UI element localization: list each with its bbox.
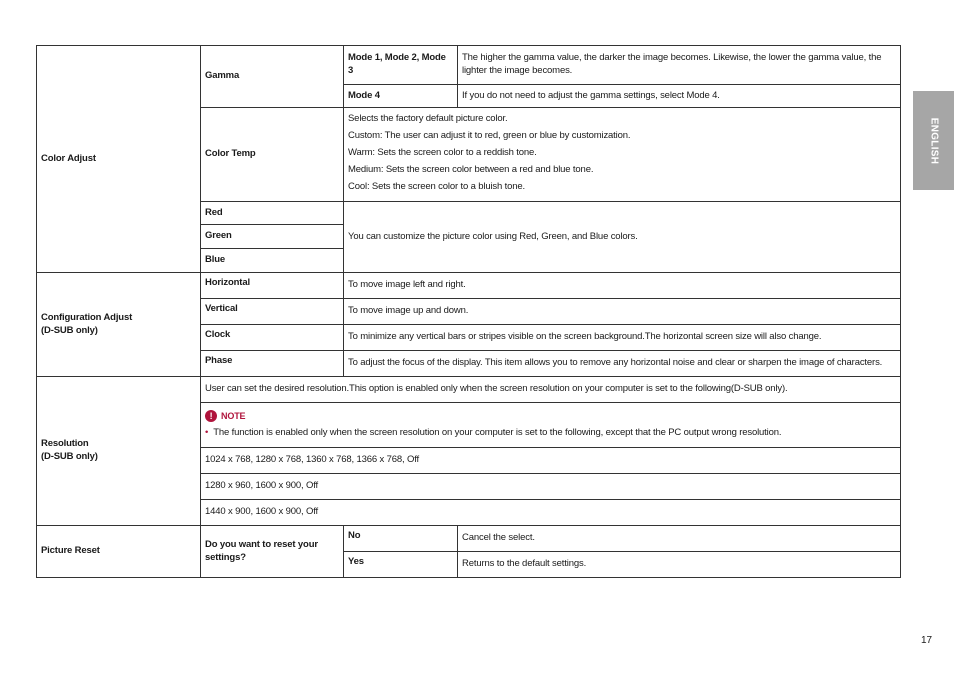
gamma-mode-4: Mode 4 — [344, 85, 458, 108]
color-temp-line: Cool: Sets the screen color to a bluish tone. — [348, 180, 526, 192]
reset-no-label: No — [344, 526, 458, 552]
gamma-label: Gamma — [201, 46, 344, 108]
phase-label: Phase — [201, 351, 344, 377]
gamma-mode-1-2-3-desc: The higher the gamma value, the darker the image becomes. Likewise, the lower the gamma value, the lighter the image becomes. — [458, 46, 901, 85]
green-label: Green — [201, 225, 344, 249]
resolution-label-line2: (D-SUB only) — [41, 451, 98, 462]
color-adjust-label: Color Adjust — [37, 46, 201, 273]
clock-desc: To minimize any vertical bars or stripes visible on the screen background.The horizontal screen size will also change. — [344, 325, 901, 351]
resolution-label — [37, 377, 201, 526]
config-adjust-label-line2: (D-SUB only) — [41, 324, 98, 336]
config-adjust-label-line1: Configuration Adjust — [41, 311, 133, 323]
vertical-desc: To move image up and down. — [344, 299, 901, 325]
color-temp-line: Selects the factory default picture color. — [348, 113, 508, 125]
reset-no-desc: Cancel the select. — [458, 526, 901, 552]
language-tab-label: ENGLISH — [928, 117, 939, 164]
note-text: The function is enabled only when the screen resolution on your computer is set to the following, except that the PC output wrong resolution. — [213, 427, 782, 439]
color-temp-line: Medium: Sets the screen color between a red and blue tone. — [348, 163, 594, 175]
horizontal-label: Horizontal — [201, 273, 344, 299]
phase-desc: To adjust the focus of the display. This item allows you to remove any horizontal noise and clear or sharpen the image of characters. — [344, 351, 901, 377]
reset-yes-desc: Returns to the default settings. — [458, 552, 901, 578]
bullet-icon: • — [205, 427, 209, 439]
blue-label: Blue — [201, 249, 344, 273]
config-adjust-label — [37, 273, 201, 377]
exclamation-icon: ! — [205, 410, 217, 422]
resolution-label-line1: Resolution — [41, 438, 89, 450]
color-temp-desc — [344, 108, 901, 202]
resolution-note — [201, 403, 901, 448]
color-temp-label: Color Temp — [201, 108, 344, 202]
rgb-desc: You can customize the picture color using Red, Green, and Blue colors. — [344, 202, 901, 273]
red-label: Red — [201, 202, 344, 225]
page-number: 17 — [921, 635, 933, 646]
clock-label: Clock — [201, 325, 344, 351]
note-label: NOTE — [221, 411, 246, 422]
color-temp-line: Custom: The user can adjust it to red, green or blue by customization. — [348, 130, 631, 142]
note-item — [205, 427, 896, 440]
note-header — [205, 410, 896, 422]
language-tab — [913, 91, 954, 190]
resolution-option: 1440 x 900, 1600 x 900, Off — [201, 500, 901, 526]
gamma-mode-1-2-3: Mode 1, Mode 2, Mode 3 — [344, 46, 458, 85]
gamma-mode-4-desc: If you do not need to adjust the gamma settings, select Mode 4. — [458, 85, 901, 108]
vertical-label: Vertical — [201, 299, 344, 325]
reset-yes-label: Yes — [344, 552, 458, 578]
reset-question: Do you want to reset your settings? — [201, 526, 344, 578]
horizontal-desc: To move image left and right. — [344, 273, 901, 299]
resolution-option: 1024 x 768, 1280 x 768, 1360 x 768, 1366 x 768, Off — [201, 448, 901, 474]
color-temp-line: Warm: Sets the screen color to a reddish tone. — [348, 147, 537, 159]
resolution-option: 1280 x 960, 1600 x 900, Off — [201, 474, 901, 500]
settings-table — [36, 45, 901, 578]
resolution-intro: User can set the desired resolution.This option is enabled only when the screen resolution on your computer is set to the following(D-SUB only). — [201, 377, 901, 403]
picture-reset-label: Picture Reset — [37, 526, 201, 578]
